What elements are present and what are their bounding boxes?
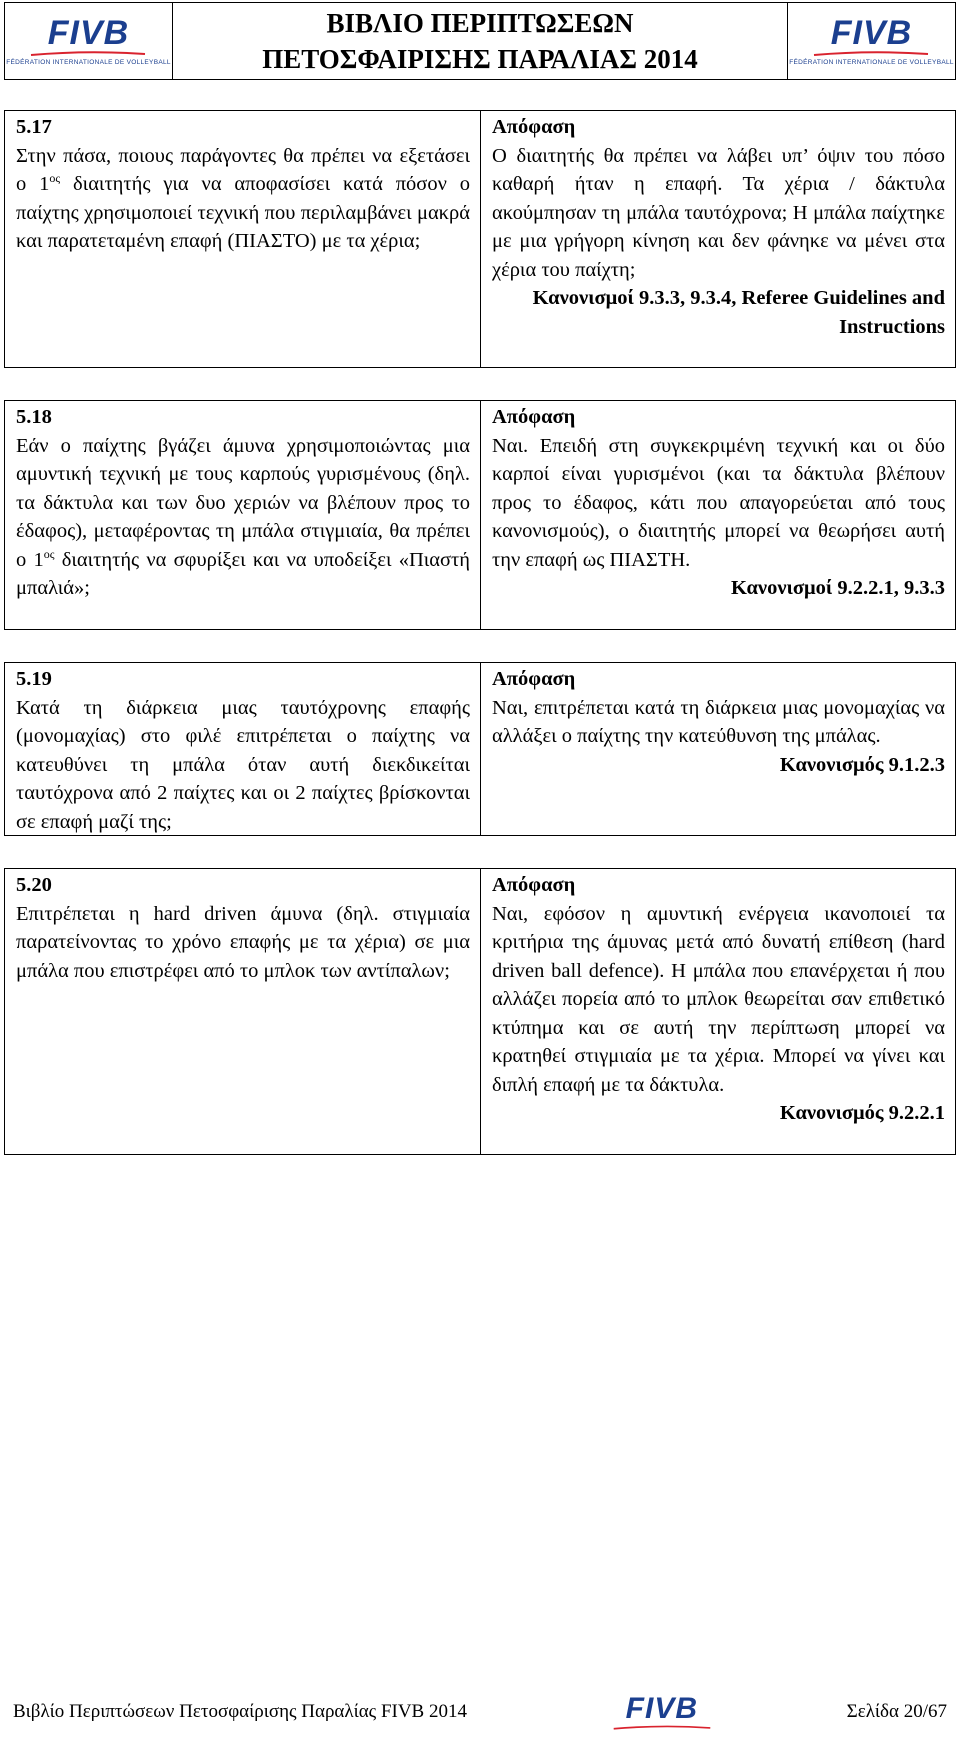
page-footer — [13, 1692, 947, 1732]
case-table — [4, 662, 956, 836]
case-table — [4, 868, 956, 1155]
case-answer — [481, 111, 955, 367]
question-text: Εάν ο παίχτης βγάζει άμυνα χρησιμοποιώντας μια αμυντική τεχνική με τους καρπούς γυρισμένους (δηλ. τα δάκτυλα και των δυο χεριών να βλέπουν προς το έδαφος), μεταφέροντας τη μπάλα στιγμιαία, θα πρέπει ο $1^{o\varsigma}$ διαιτητής να σφυρίξει και να υποδείξει «Πιαστή μπαλιά»; — [16, 434, 471, 599]
answer-heading: Απόφαση — [492, 116, 576, 138]
footer-document-name: Βιβλίο Περιπτώσεων Πετοσφαίρισης Παραλίας FIVB 2014 — [13, 1701, 467, 1722]
fivb-logo-text: FIVB — [830, 13, 913, 52]
fivb-logo-subtext: FÉDÉRATION INTERNATIONALE DE VOLLEYBALL — [789, 58, 954, 66]
question-text: Κατά τη διάρκεια μιας ταυτόχρονης επαφής (μονομαχίας) στο φιλέ επιτρέπεται ο παίχτης να κατευθύνει τη μπάλα όταν αυτή διεκδικείται ταυτόχρονα από 2 παίχτες και οι 2 παίχτες βρίσκονται σε επαφή μαζί της; — [16, 696, 470, 833]
case-question — [5, 401, 481, 629]
fivb-logo-text: FIVB — [625, 1692, 698, 1725]
document-title-line2: ΠΕΤΟΣΦΑΙΡΙΣΗΣ ΠΑΡΑΛΙΑΣ 2014 — [262, 44, 698, 74]
rule-reference: Κανονισμοί 9.2.2.1, 9.3.3 — [730, 577, 945, 599]
case-table — [4, 110, 956, 368]
case-answer — [481, 869, 955, 1154]
case-answer — [481, 663, 955, 835]
case-question — [5, 869, 481, 1154]
rule-reference: Κανονισμός 9.1.2.3 — [779, 753, 945, 776]
answer-text: Ναι, εφόσον η αμυντική ενέργεια ικανοποιεί τα κριτήρια της άμυνας μετά από δυνατή επίθεση (hard driven ball defence). Η μπάλα που επανέρχεται ή που αλλάζει πορεία από το μπλοκ θεωρείται σαν επιθετικό κτύπημα και σε αυτή την περίπτωση μπορεί να κρατηθεί στιγμιαία με τα χέρια. Μπορεί να γίνει και διπλή επαφή με τα δάκτυλα. — [492, 902, 945, 1096]
header-logo-left — [5, 3, 173, 79]
rule-reference: Κανονισμοί 9.3.3, 9.3.4, Referee Guidelines and Instructions — [532, 287, 945, 338]
case-number: 5.19 — [16, 668, 52, 690]
answer-text: Ο διαιτητής θα πρέπει να λάβει υπ’ όψιν του πόσο καθαρή ήταν η επαφή. Τα χέρια / δάκτυλα ακούμπησαν τη μπάλα ταυτόχρονα; Η μπάλα παίχτηκε με μια γρήγορη κίνηση και δεν φάνηκε να μένει στα χέρια του παίχτη; — [492, 144, 945, 281]
case-table — [4, 400, 956, 630]
fivb-logo-subtext: FÉDÉRATION INTERNATIONALE DE VOLLEYBALL — [6, 58, 171, 66]
case-question — [5, 111, 481, 367]
answer-heading: Απόφαση — [492, 406, 576, 428]
document-title-line1: ΒΙΒΛΙΟ ΠΕΡΙΠΤΩΣΕΩΝ — [326, 8, 634, 38]
question-text: Επιτρέπεται η hard driven άμυνα (δηλ. στιγμιαία παρατείνοντας το χρόνο επαφής με τα χέρια) σε μια μπάλα που επιστρέφει από το μπλοκ των αντίπαλων; — [16, 902, 470, 982]
rule-reference: Κανονισμός 9.2.2.1 — [779, 1102, 945, 1124]
answer-text: Ναι. Επειδή στη συγκεκριμένη τεχνική και οι δύο καρποί είναι γυρισμένοι (και τα δάκτυλα βλέπουν προς το έδαφος, κάτι που απαγορεύεται από τους κανονισμούς), ο διαιτητής μπορεί να θεωρήσει αυτή την επαφή ως ΠΙΑΣΤΗ. — [492, 434, 945, 571]
header-logo-right — [787, 3, 955, 79]
answer-heading: Απόφαση — [492, 874, 576, 896]
fivb-logo-text: FIVB — [47, 13, 130, 52]
question-text: Στην πάσα, ποιους παράγοντες θα πρέπει να εξετάσει ο $1^{o\varsigma}$ διαιτητής για να αποφασίσει κατά πόσον ο παίχτης χρησιμοποιεί τεχνική που περιλαμβάνει μακρά και παρατεταμένη επαφή (ΠΙΑΣΤΟ) με τα χέρια; — [16, 144, 470, 252]
document-title — [173, 3, 787, 79]
case-question — [5, 663, 481, 835]
answer-text: Ναι, επιτρέπεται κατά τη διάρκεια μιας μονομαχίας να αλλάξει ο παίχτης την κατεύθυνση της μπάλας. — [492, 696, 945, 747]
fivb-logo — [6, 13, 171, 67]
case-number: 5.18 — [16, 406, 52, 428]
fivb-logo — [789, 13, 954, 67]
page-number: Σελίδα 20/67 — [846, 1701, 947, 1722]
footer-fivb-logo — [612, 1694, 712, 1730]
fivb-swoosh-icon — [612, 1725, 712, 1730]
answer-heading: Απόφαση — [492, 668, 576, 690]
case-number: 5.17 — [16, 116, 52, 138]
page-header — [4, 2, 956, 80]
case-number: 5.20 — [16, 874, 52, 896]
case-answer — [481, 401, 955, 629]
